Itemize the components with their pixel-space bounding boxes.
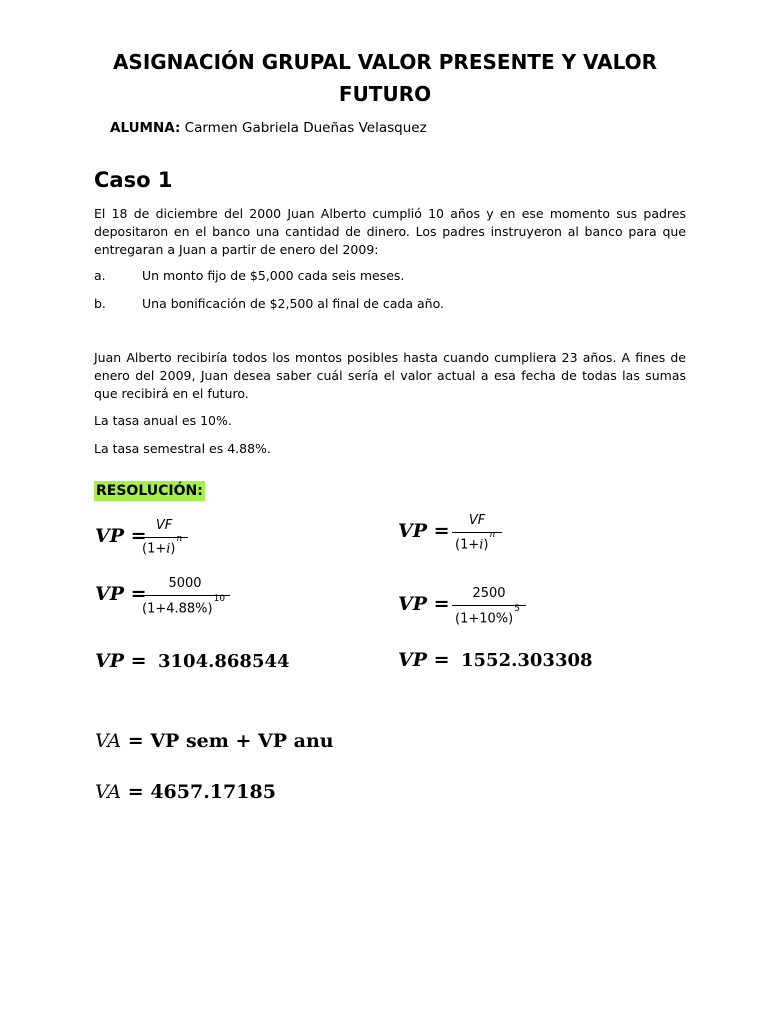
document-title: ASIGNACIÓN GRUPAL VALOR PRESENTE Y VALOR FUTURO xyxy=(112,50,658,106)
va-label: VA xyxy=(95,730,122,752)
vp-semester-result: 3104.868544 xyxy=(158,651,290,672)
resolution-heading: RESOLUCIÓN: xyxy=(96,483,203,499)
fraction-denominator: $(1+i)^n$ xyxy=(455,530,496,553)
case-heading: Caso 1 xyxy=(94,168,173,192)
vp-annual-result: 1552.303308 xyxy=(461,650,593,671)
fraction-denominator: $(1+4.88\%)^{10}$ xyxy=(142,594,226,617)
list-text: Un monto fijo de $5,000 cada seis meses. xyxy=(142,268,405,283)
vp-label: VP = xyxy=(95,525,147,547)
vp-label: VP = xyxy=(398,649,450,671)
fraction-numerator: VF xyxy=(155,518,173,533)
vp-label: VP = xyxy=(398,593,450,615)
rate-annual: La tasa anual es 10%. xyxy=(94,413,232,428)
list-marker: a. xyxy=(94,268,106,283)
student-label: ALUMNA: xyxy=(110,120,181,136)
va-label: VA xyxy=(95,781,122,803)
va-formula-text: = VP sem + VP anu xyxy=(127,730,334,752)
vp-label: VP = xyxy=(95,650,147,672)
va-result xyxy=(95,781,276,803)
fraction-numerator: VF xyxy=(468,513,486,528)
vp-label: VP = xyxy=(398,520,450,542)
list-text: Una bonificación de $2,500 al final de cada año. xyxy=(142,296,444,311)
fraction-denominator: $(1+i)^n$ xyxy=(142,534,183,557)
vp-label: VP = xyxy=(95,583,147,605)
case-intro-paragraph: El 18 de diciembre del 2000 Juan Alberto cumplió 10 años y en ese momento sus padres depositaron en el banco una cantidad de dinero. Los padres instruyeron al banco para que entregaran a Juan a partir de enero del 2009: xyxy=(94,206,686,257)
case-paragraph-2: Juan Alberto recibiría todos los montos posibles hasta cuando cumpliera 23 años. A fines de enero del 2009, Juan desea saber cuál sería el valor actual a esa fecha de todas las sumas que recibirá en el futuro. xyxy=(94,350,686,401)
va-formula xyxy=(95,730,334,752)
fraction-denominator: $(1+10\%)^5$ xyxy=(455,604,520,627)
list-item xyxy=(94,268,404,283)
student-name: Carmen Gabriela Dueñas Velasquez xyxy=(184,120,427,136)
fraction-numerator: 5000 xyxy=(168,576,202,591)
student-line xyxy=(110,120,427,136)
list-item xyxy=(94,296,444,311)
list-marker: b. xyxy=(94,296,106,311)
fraction-numerator: 2500 xyxy=(472,586,506,601)
rate-semester: La tasa semestral es 4.88%. xyxy=(94,441,271,456)
va-result-text: = 4657.17185 xyxy=(127,781,276,803)
